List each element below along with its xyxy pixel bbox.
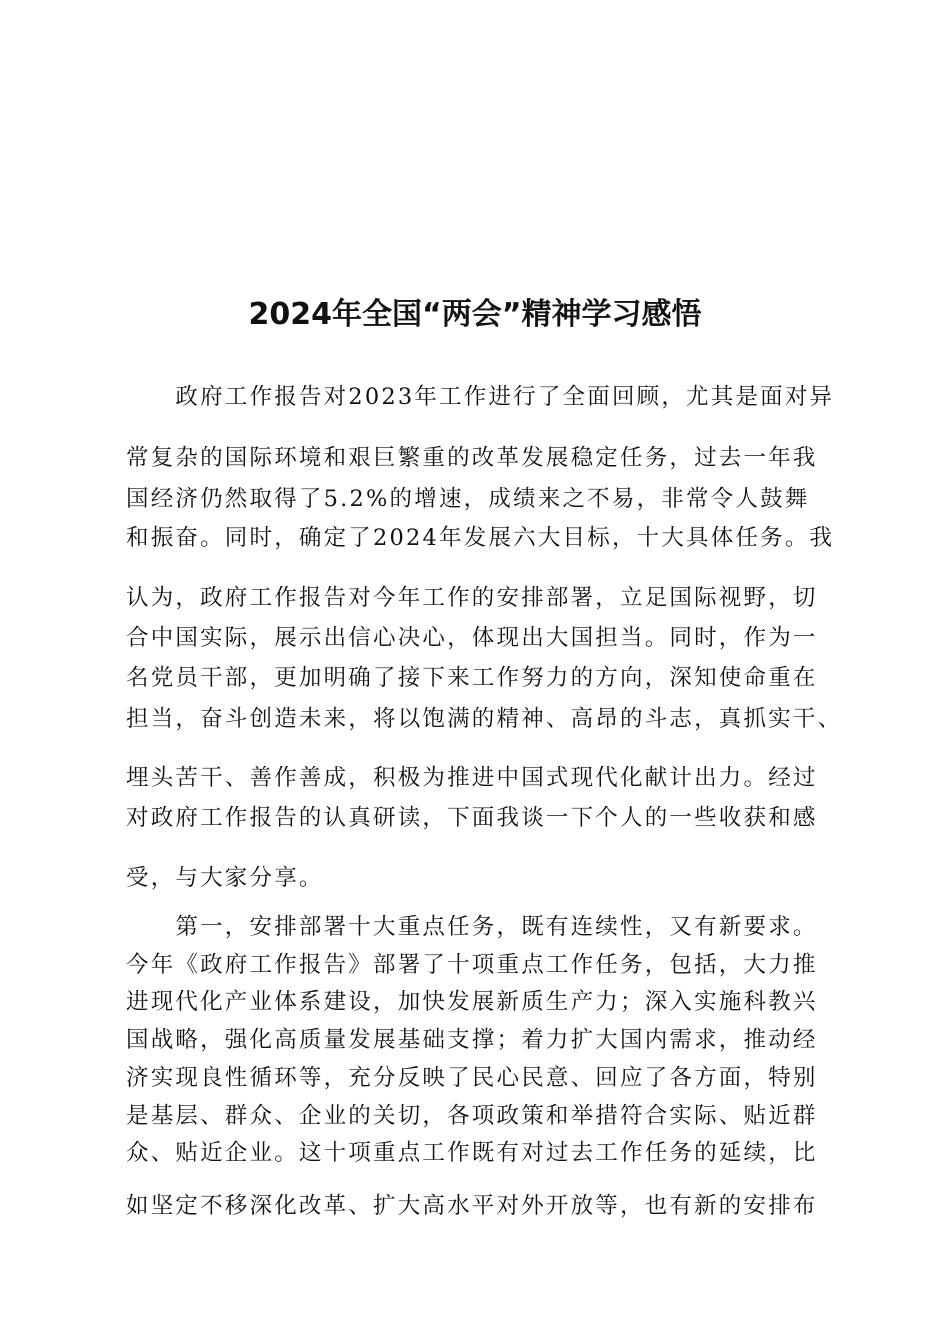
document-title: 2024年全国“两会”精神学习感悟 [248, 297, 702, 332]
paragraph-line: 合中国实际，展示出信心决心，体现出大国担当。同时，作为一 [126, 625, 818, 651]
paragraph-line: 众、贴近企业。这十项重点工作既有对过去工作任务的延续，比 [126, 1140, 818, 1166]
paragraph-line: 如坚定不移深化改革、扩大高水平对外开放等，也有新的安排布 [126, 1193, 818, 1219]
paragraph-line: 名党员干部，更加明确了接下来工作努力的方向，深知使命重在 [126, 665, 818, 691]
paragraph-line: 对政府工作报告的认真研读，下面我谈一下个人的一些收获和感 [126, 805, 818, 831]
paragraph-line: 国经济仍然取得了5.2%的增速，成绩来之不易，非常令人鼓舞 [126, 486, 810, 512]
paragraph-line: 和振奋。同时，确定了2024年发展六大目标，十大具体任务。我 [126, 525, 835, 551]
paragraph-line: 受，与大家分享。 [126, 865, 324, 891]
paragraph-line: 是基层、群众、企业的关切，各项政策和举措符合实际、贴近群 [126, 1103, 818, 1129]
paragraph-line: 济实现良性循环等，充分反映了民心民意、回应了各方面，特别 [126, 1065, 818, 1091]
paragraph-line: 担当，奋斗创造未来，将以饱满的精神、高昂的斗志，真抓实干、 [126, 706, 843, 732]
paragraph-line: 政府工作报告对2023年工作进行了全面回顾，尤其是面对异 [126, 384, 835, 410]
paragraph-line: 常复杂的国际环境和艰巨繁重的改革发展稳定任务，过去一年我 [126, 445, 818, 471]
paragraph-line: 第一，安排部署十大重点任务，既有连续性，又有新要求。 [126, 914, 818, 940]
paragraph-line: 进现代化产业体系建设，加快发展新质生产力；深入实施科教兴 [126, 989, 818, 1015]
paragraph-line: 国战略，强化高质量发展基础支撑；着力扩大国内需求，推动经 [126, 1027, 818, 1053]
paragraph-line: 今年《政府工作报告》部署了十项重点工作任务，包括，大力推 [126, 952, 818, 978]
paragraph-line: 埋头苦干、善作善成，积极为推进中国式现代化献计出力。经过 [126, 765, 818, 791]
paragraph-line: 认为，政府工作报告对今年工作的安排部署，立足国际视野，切 [126, 585, 818, 611]
